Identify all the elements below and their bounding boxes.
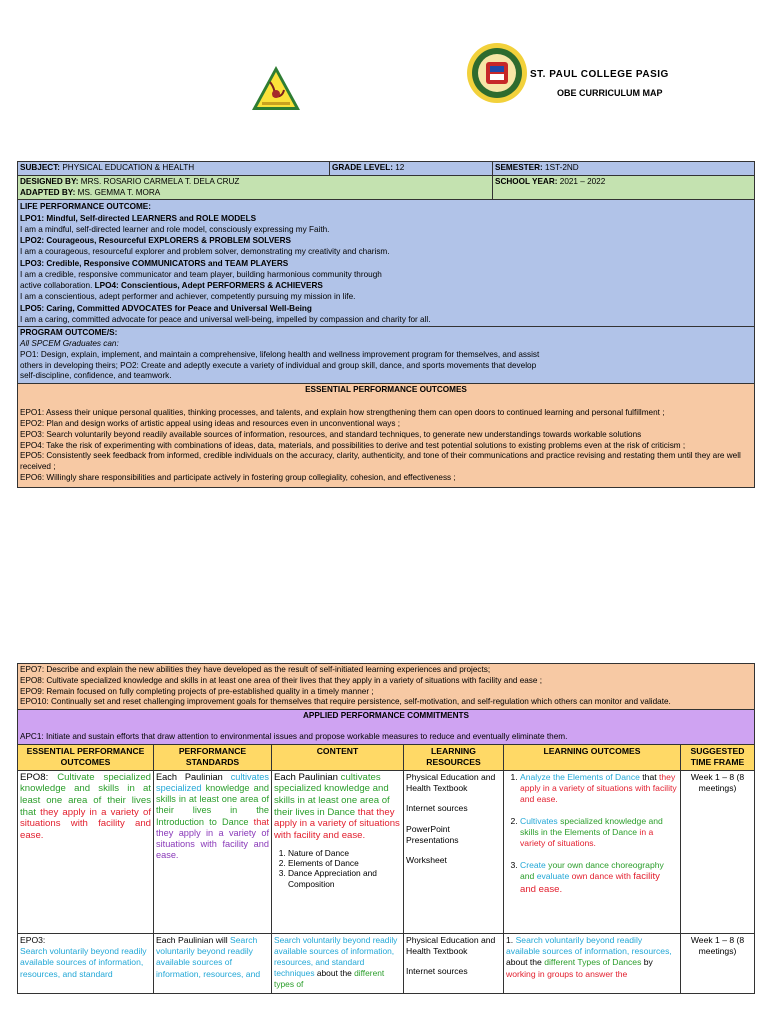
learning-resources-cell: Physical Education and Health Textbook Internet sources PowerPoint Presentations Worksheet <box>404 770 504 933</box>
curriculum-map-table <box>17 663 755 994</box>
triangle-logo-icon <box>250 64 302 112</box>
column-header-content: CONTENT <box>272 744 404 770</box>
curriculum-info-table <box>17 161 755 488</box>
essential-performance-outcomes-cont: EPO7: Describe and explain the new abilities they have developed as the result of self-initiated learning experiences and projects; EPO8: Cultivate specialized knowledge and skills in at least one area of their lives that they apply in a variety of situations with facility and ease ; EPO9: Remain focused on fully completing projects of pre-established quality in a timely manner ; EPO10: Continually set and reset challenging improvement goals for themselves that require persistence, self-motivation, and self-regulation which others can monitor and validate. <box>18 664 755 710</box>
column-header-standards: PERFORMANCE STANDARDS <box>154 744 272 770</box>
list-item: 1. Analyze the Elements of Dance that they apply in a variety of situations with facility and ease. <box>520 772 678 806</box>
school-name: ST. PAUL COLLEGE PASIG <box>530 69 669 80</box>
column-header-time-frame: SUGGESTED TIME FRAME <box>681 744 755 770</box>
school-seal-icon <box>466 42 528 104</box>
document-title: OBE CURRICULUM MAP <box>557 88 663 98</box>
semester-cell: SEMESTER: 1ST-2ND <box>493 162 755 176</box>
learning-outcomes-cell <box>504 770 681 933</box>
learning-outcomes-cell: 1. Search voluntarily beyond readily available sources of information, resources, about the different Types of Dances by working in groups to answer the <box>504 933 681 993</box>
learning-resources-cell: Physical Education and Health Textbook Internet sources <box>404 933 504 993</box>
column-header-resources: LEARNING RESOURCES <box>404 744 504 770</box>
list-item: 3. Dance Appreciation and Composition <box>288 868 401 889</box>
school-year-cell: SCHOOL YEAR: 2021 – 2022 <box>493 175 755 200</box>
list-item: 3. Create your own dance choreography and evaluate own dance with facility and ease. <box>520 860 678 897</box>
performance-standard-cell: Each Paulinian will Search voluntarily beyond readily available sources of information, resources, and <box>154 933 272 993</box>
content-cell: Search voluntarily beyond readily available sources of information, resources, and standard techniques about the different types of <box>272 933 404 993</box>
epo-cell: EPO8: Cultivate specialized knowledge and skills in at least one area of their lives that they apply in a variety of situations with facility and ease. <box>18 770 154 933</box>
list-item: 1. Nature of Dance <box>288 848 401 858</box>
subject-cell: SUBJECT: PHYSICAL EDUCATION & HEALTH <box>18 162 330 176</box>
content-cell: Each Paulinian cultivates specialized knowledge and skills in at least one area of their lives in Dance that they apply in a variety of situations with facility and ease. 1. Nature of Dance 2. Elements of Dance 3. Dance Appreciation and Composition <box>272 770 404 933</box>
table-row <box>18 770 755 933</box>
program-outcomes-cell: PROGRAM OUTCOME/S: All SPCEM Graduates can: PO1: Design, explain, implement, and maintain a comprehensive, lifelong health and wellness improvement program for themselves, and assist others in developing theirs; PO2: Create and adeptly execute a variety of individual and group skill, dance, and sports movements that develop self-discipline, confidence, and teamwork. <box>18 327 755 384</box>
column-header-learning-outcomes: LEARNING OUTCOMES <box>504 744 681 770</box>
list-item: 2. Cultivates specialized knowledge and skills in the Elements of Dance in a variety of situations. <box>520 816 678 850</box>
life-performance-outcome-cell: LIFE PERFORMANCE OUTCOME: LPO1: Mindful, Self-directed LEARNERS and ROLE MODELS I am a mindful, self-directed learner and role model, consciously expressing my Faith. LPO2: Courageous, Resourceful EXPLORERS & PROBLEM SOLVERS I am a courageous, resourceful explorer and problem solver, demonstrating my creativity and charism. LPO3: Credible, Responsive COMMUNICATORS and TEAM PLAYERS I am a credible, responsive communicator and team player, building harmonious community through active collaboration. LPO4: Conscientious, Adept PERFORMERS & ACHIEVERS I am a conscientious, adept performer and achiever, competently pursuing my mission in life. LPO5: Caring, Committed ADVOCATES for Peace and Universal Well-Being I am a caring, committed advocate for peace and universal well-being, impelled by compassion and charity for all. <box>18 200 755 327</box>
applied-performance-commitments-cell: APPLIED PERFORMANCE COMMITMENTS APC1: Initiate and sustain efforts that draw attention to environmental issues and propose workable measures to reduce and eventually eliminate them. <box>18 710 755 745</box>
list-item: 2. Elements of Dance <box>288 858 401 868</box>
grade-level-cell: GRADE LEVEL: 12 <box>330 162 493 176</box>
column-header-epo: ESSENTIAL PERFORMANCE OUTCOMES <box>18 744 154 770</box>
time-frame-cell: Week 1 – 8 (8 meetings) <box>681 933 755 993</box>
time-frame-cell: Week 1 – 8 (8 meetings) <box>681 770 755 933</box>
designed-by-cell: DESIGNED BY: MRS. ROSARIO CARMELA T. DELA CRUZ ADAPTED BY: MS. GEMMA T. MORA <box>18 175 493 200</box>
performance-standard-cell: Each Paulinian cultivates specialized knowledge and skills in at least one area of their lives in the Introduction to Dance that they apply in a variety of situations with facility and ease. <box>154 770 272 933</box>
table-row <box>18 933 755 993</box>
essential-performance-outcomes-cell: ESSENTIAL PERFORMANCE OUTCOMES EPO1: Assess their unique personal qualities, thinking processes, and talents, and explain how strengthening them can open doors to continued learning and personal fulfillment ; EPO2: Plan and design works of artistic appeal using ideas and resources even in unconventional ways ; EPO3: Search voluntarily beyond readily available sources of information, resources, and standard techniques, to generate new understandings towards workable solutions EPO4: Take the risk of experimenting with combinations of ideas, data, materials, and possibilities to derive and test potential solutions to existing problems even at the risk of criticism ; EPO5: Consistently seek feedback from informed, credible individuals on the accuracy, clarity, authenticity, and tone of their communications and practice revising and restating them until they are well received ; EPO6: Willingly share responsibilities and participate actively in fostering group collegiality, cohesion, and effectiveness ; <box>18 384 755 488</box>
epo-cell: EPO3: Search voluntarily beyond readily available sources of information, resources, and standard <box>18 933 154 993</box>
